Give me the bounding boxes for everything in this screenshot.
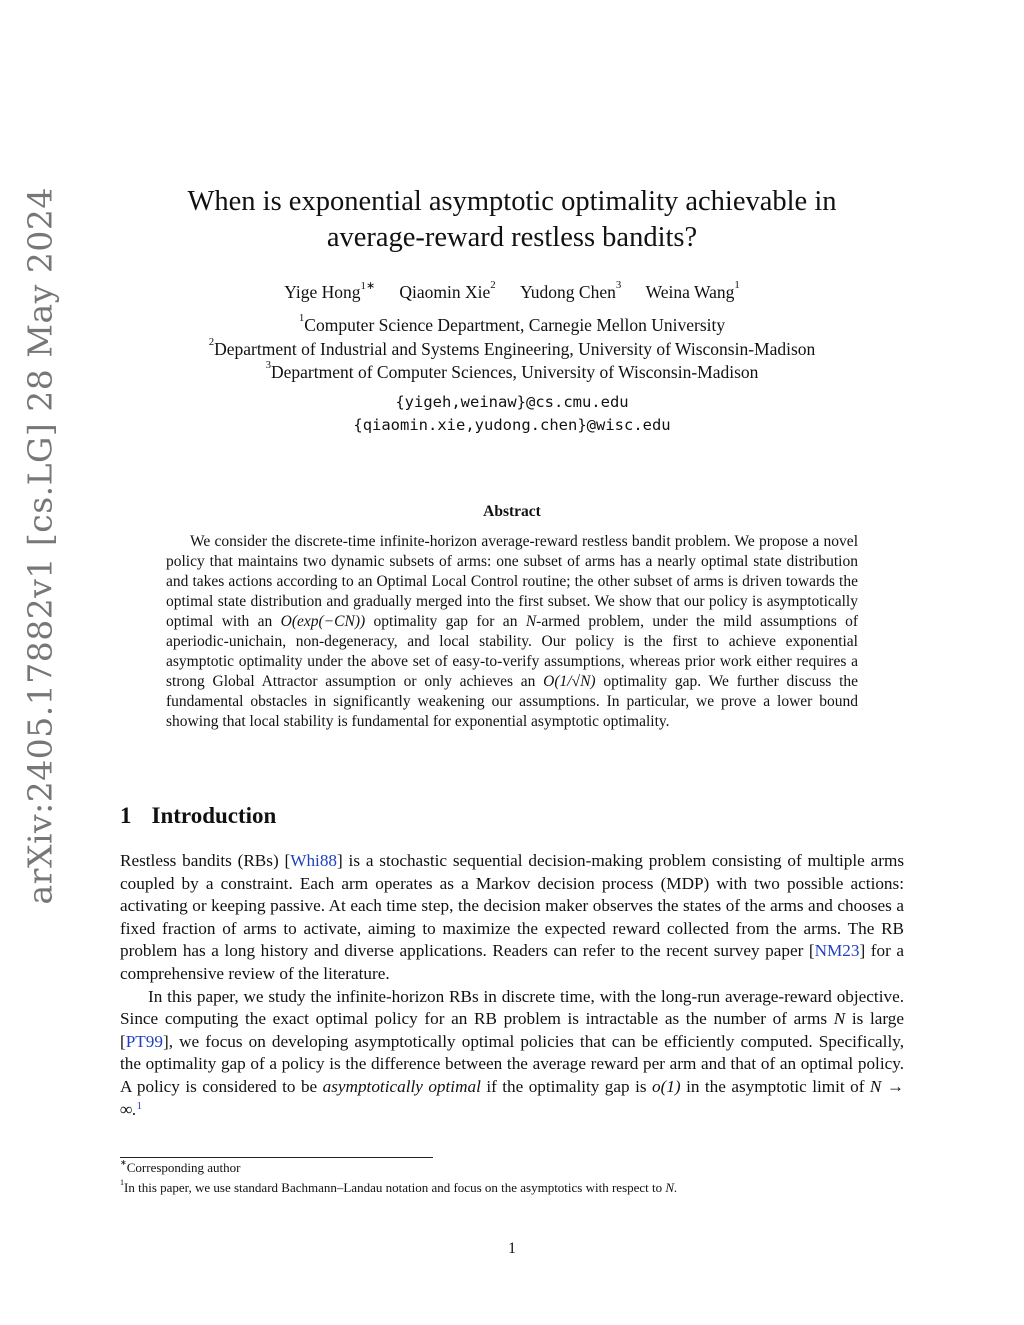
citation-link[interactable]: PT99 bbox=[125, 1031, 163, 1051]
section-heading: 1 Introduction bbox=[120, 803, 277, 828]
introduction-body bbox=[120, 850, 904, 1121]
math: O(1/√N) bbox=[543, 673, 596, 690]
citation-link[interactable]: Whi88 bbox=[290, 851, 338, 870]
footnote-1: ∗Corresponding author bbox=[120, 1158, 241, 1175]
math: N bbox=[525, 613, 537, 630]
author-list bbox=[112, 279, 912, 303]
paragraph: In this paper, we study the infinite-horizon RBs in discrete time, with the long-run average-reward objective. Since computing the exact optimal policy for an RB problem is intractable as the number of arms N is large [PT99], we focus on developing asymptotically optimal policies that can be efficiently computed. Specifically, the optimality gap of a policy is the difference between the average reward per arm and that of an optimal policy. A policy is considered to be asymptotically optimal if the optimality gap is o(1) in the asymptotic limit of N → ∞.$^1$ bbox=[120, 986, 905, 1119]
abstract-heading: Abstract bbox=[483, 503, 541, 520]
affiliation-1: $^1$Computer Science Department, Carnegie Mellon University bbox=[298, 312, 726, 335]
page-number: 1 bbox=[508, 1240, 516, 1257]
abstract-body: We consider the discrete-time infinite-horizon average-reward restless bandit problem. We propose a novel policy that maintains two dynamic subsets of arms: one subset of arms has a nearly optimal state distribution and takes actions according to an Optimal Local Control routine; the other subset of arms is driven towards the optimal state distribution and gradually merged into the first subset. We show that our policy is asymptotically optimal with an O(exp(−CN)) optimality gap for an N-armed problem, under the mild assumptions of aperiodic-unichain, non-degeneracy, and local stability. Our policy is the first to achieve exponential asymptotic optimality under the above set of easy-to-verify assumptions, whereas prior work either requires a strong Global Attractor assumption or only achieves an O(1/√N) optimality gap. We further discuss the fundamental obstacles in significantly weakening our assumptions. In particular, we prove a lower bound showing that local stability is fundamental for exponential asymptotic optimality. bbox=[166, 533, 859, 730]
footnote-link[interactable]: 1 bbox=[136, 1100, 142, 1112]
footnote-rule bbox=[120, 1157, 433, 1158]
author: Qiaomin Xie$^2$ bbox=[399, 279, 496, 302]
citation-link[interactable]: NM23 bbox=[814, 941, 860, 961]
author: Weina Wang$^1$ bbox=[645, 279, 740, 302]
affiliation-3: $^3$Department of Computer Sciences, University of Wisconsin-Madison bbox=[265, 359, 759, 382]
author: Yige Hong$^{1∗}$ bbox=[284, 280, 376, 302]
footnote-2: $^1$In this paper, we use standard Bachmann–Landau notation and focus on the asymptotics with respect to N. bbox=[120, 1178, 678, 1195]
email-2: {qiaomin.xie,yudong.chen}@wisc.edu bbox=[353, 416, 671, 434]
email-1: {yigeh,weinaw}@cs.cmu.edu bbox=[395, 393, 629, 411]
author: Yudong Chen$^3$ bbox=[520, 279, 622, 302]
title-line-1: When is exponential asymptotic optimality achievable in bbox=[187, 186, 837, 217]
paragraph: Restless bandits (RBs) [Whi88] is a stochastic sequential decision-making problem consisting of multiple arms coupled by a constraint. Each arm operates as a Markov decision process (MDP) with two possible actions: activating or keeping passive. At each time step, the decision maker observes the states of the arms and chooses a fixed fraction of arms to activate, aiming to maximize the expected reward collected from the arms. The RB problem has a long history and diverse applications. Readers can refer to the recent survey paper [NM23] for a comprehensive review of the literature. bbox=[120, 851, 905, 983]
affiliation-2: $^2$Department of Industrial and Systems Engineering, University of Wisconsin-Madison bbox=[208, 336, 816, 359]
paper-title bbox=[112, 184, 912, 256]
title-line-2: average-reward restless bandits? bbox=[326, 222, 698, 253]
arxiv-identifier: arXiv:2405.17882v1 [cs.LG] 28 May 2024 bbox=[20, 187, 60, 905]
math: O(exp(−CN)) bbox=[280, 613, 366, 630]
